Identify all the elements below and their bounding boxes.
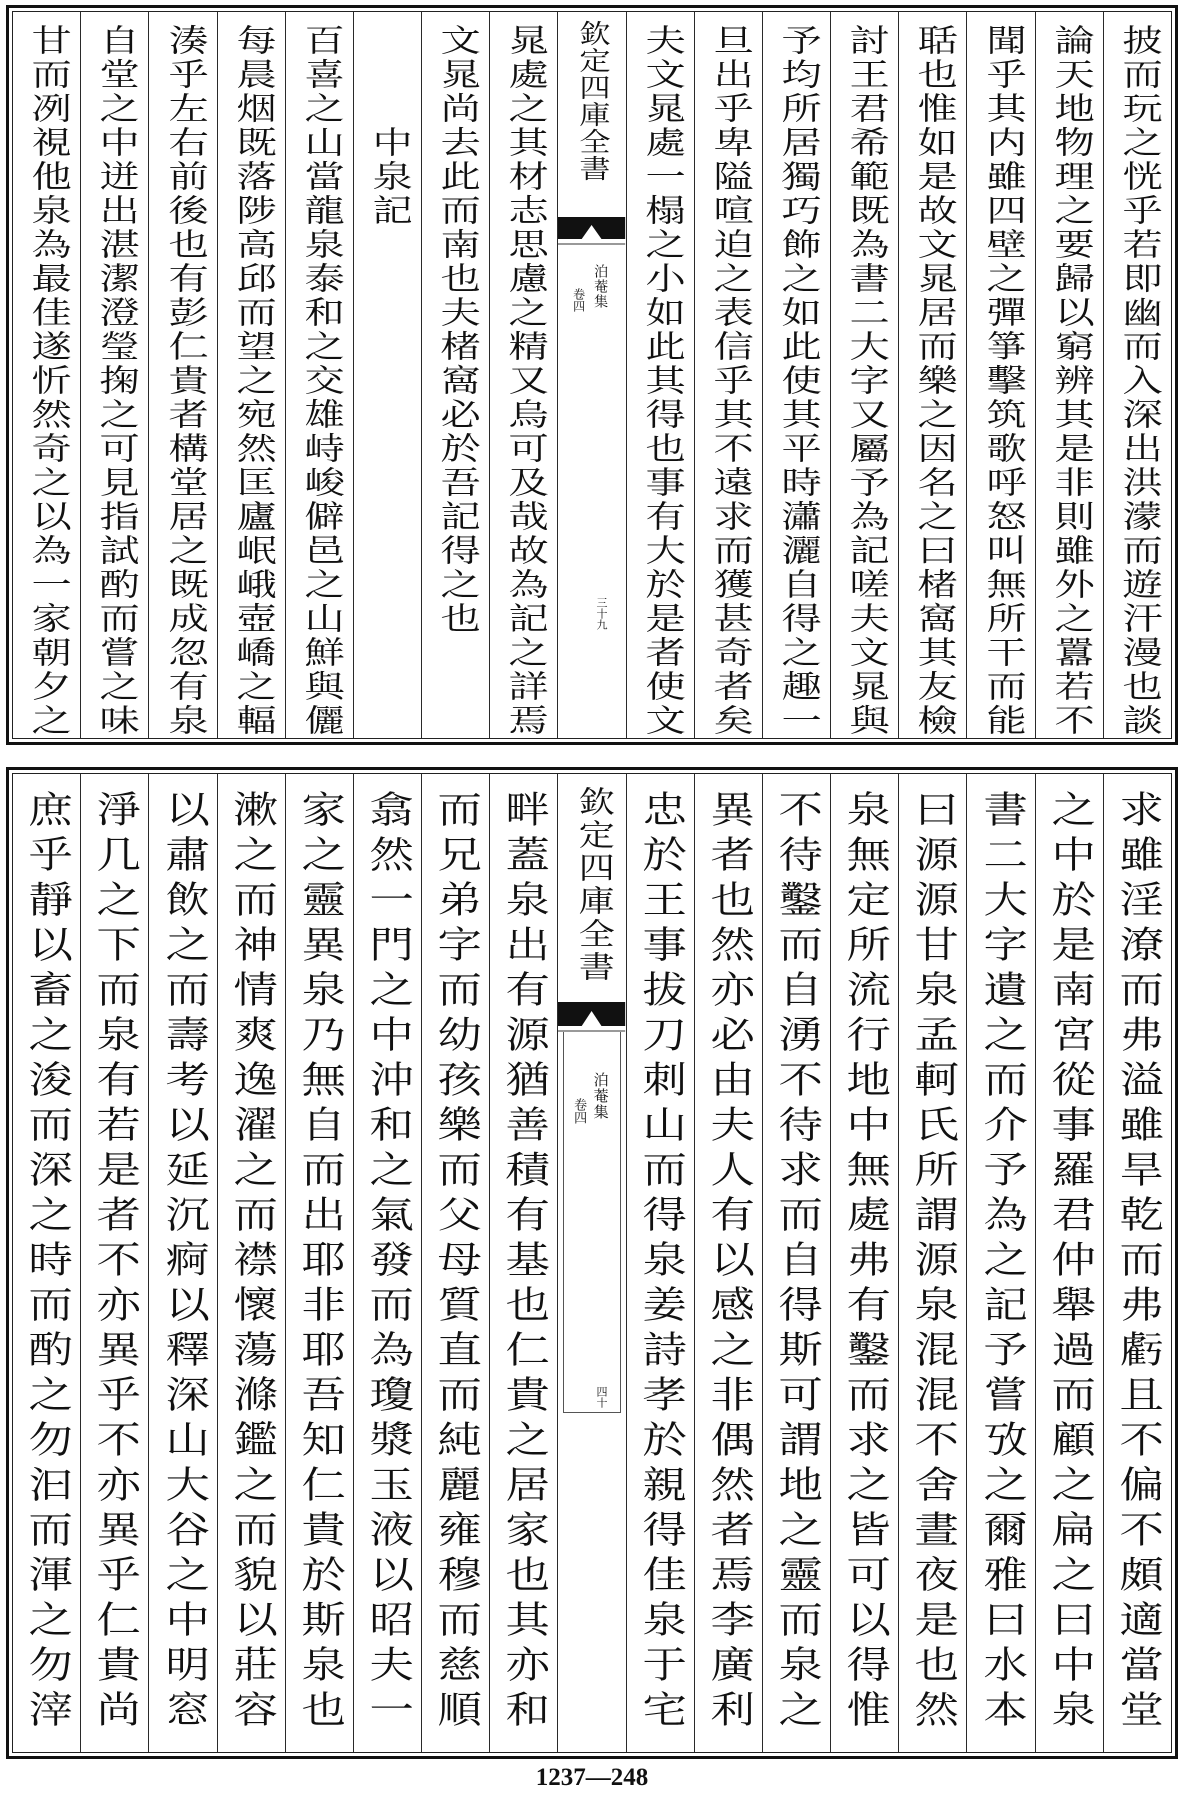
column-text: 以肅飲之而壽考以延沉痾以釋深山大谷之中明窓 — [157, 790, 209, 1735]
column-text: 予均所居獨巧飾之如此使其平時瀟灑自得之趣一 — [773, 24, 821, 738]
folio-page-top — [6, 5, 1178, 745]
column-text: 百喜之山當龍泉泰和之交雄峙峻僻邑之山鮮與儷 — [296, 24, 344, 738]
column-text: 論天地物理之要歸以窮辨其是非則雖外之囂若不 — [1046, 24, 1094, 738]
text-column — [217, 12, 285, 738]
column-text: 聞乎其内雖四壁之彈箏擊筑歌呼怒叫無所干而能 — [978, 24, 1026, 738]
column-text: 文晁尚去此而南也夫楮窩必於吾記得之也 — [432, 24, 480, 636]
text-column — [489, 12, 557, 738]
column-text: 家之靈異泉乃無自而出耶非耶吾知仁貴於斯泉也 — [293, 790, 346, 1735]
text-column — [898, 774, 966, 1752]
column-text: 而兄弟字而幼孩樂而父母質直而純麗雍穆而慈順 — [429, 790, 482, 1735]
text-column — [694, 774, 762, 1752]
column-text: 披而玩之恍乎若即幽而入深出洪濛而遊汗漫也談 — [1114, 24, 1162, 738]
text-column — [830, 774, 898, 1752]
folio-page-bottom — [6, 767, 1178, 1759]
column-text: 庶乎靜以畜之浚而深之時而酌之勿汩而渾之勿滓 — [20, 790, 73, 1735]
text-frame — [12, 11, 1172, 739]
column-text: 忠於王事拔刀刺山而得泉姜詩孝於親得佳泉于宅 — [634, 790, 687, 1735]
text-column — [489, 774, 557, 1752]
text-column — [830, 12, 898, 738]
text-column — [626, 12, 694, 738]
column-text: 曰源源甘泉孟軻氏所謂源泉混混不舍晝夜是也然 — [907, 790, 959, 1735]
page-code: 1237—248 — [535, 1764, 649, 1791]
collection-title: 欽定四庫全書 — [571, 786, 614, 984]
text-column — [285, 12, 353, 738]
text-column — [80, 12, 148, 738]
folio-number: 三十九 — [594, 597, 608, 630]
text-column — [353, 774, 421, 1752]
book-title: 泊菴集 — [591, 1072, 610, 1120]
column-text: 晁處之其材志思慮之精又烏可及哉故為記之詳焉 — [501, 24, 548, 738]
text-column — [421, 12, 489, 738]
column-text: 不待鑿而自湧不待求而自得斯可謂地之靈而泉之 — [770, 790, 823, 1735]
fishtail-mark-icon — [558, 1002, 625, 1032]
center-banner-column — [557, 774, 625, 1752]
text-column — [148, 774, 216, 1752]
column-text: 甘而冽視他泉為最佳遂忻然奇之以為一家朝夕之 — [23, 24, 71, 738]
column-text: 之中於是南宮從事羅君仲舉過而顧之扁之曰中泉 — [1043, 790, 1096, 1735]
column-text: 求雖淫潦而弗溢雖旱乾而弗虧且不偏不頗適當堂 — [1111, 790, 1164, 1735]
text-column — [762, 12, 830, 738]
text-column — [80, 774, 148, 1752]
text-column — [1103, 774, 1171, 1752]
text-column — [966, 774, 1034, 1752]
text-column — [148, 12, 216, 738]
text-column — [762, 774, 830, 1752]
column-text: 討王君希範既為書二大字又屬予為記嗟夫文晁與 — [841, 24, 889, 738]
text-column — [1035, 774, 1103, 1752]
text-column — [694, 12, 762, 738]
column-text: 泉無定所流行地中無處弗有鑿而求之皆可以得惟 — [838, 790, 891, 1735]
column-text: 旦出乎卑隘喧迫之表信乎其不遠求而獲甚奇者矣 — [705, 24, 753, 738]
column-text: 淨几之下而泉有若是者不亦異乎不亦異乎仁貴尚 — [89, 790, 141, 1735]
column-text: 湊乎左右前後也有彭仁貴者構堂居之既成忽有泉 — [160, 24, 208, 738]
folio-number: 四十 — [594, 1386, 608, 1408]
column-text: 自堂之中迸出湛潔澄瑩掬之可見指試酌而嘗之味 — [92, 24, 139, 738]
text-column — [13, 774, 80, 1752]
column-text: 書二大字遺之而介予為之記予嘗攷之爾雅曰水本 — [975, 790, 1027, 1735]
text-column — [285, 774, 353, 1752]
text-frame — [12, 773, 1172, 1753]
text-column — [966, 12, 1034, 738]
column-text: 畔蓋泉出有源猶善積有基也仁貴之居家也其亦和 — [498, 790, 550, 1735]
column-text: 漱之而神情爽逸濯之而襟懷蕩滌鑑之而貌以莊容 — [225, 790, 277, 1735]
column-text: 聒也惟如是故文晁居而樂之因名之曰楮窩其友檢 — [910, 24, 957, 738]
text-column — [898, 12, 966, 738]
text-column — [217, 774, 285, 1752]
column-text: 翕然一門之中沖和之氣發而為瓊漿玉液以昭夫一 — [361, 790, 414, 1735]
column-text: 異者也然亦必由夫人有以感之非偶然者焉李廣利 — [702, 790, 755, 1735]
text-column — [1103, 12, 1171, 738]
volume-label: 卷四 — [571, 288, 586, 312]
heading-column — [353, 12, 421, 738]
book-title: 泊菴集 — [592, 264, 609, 309]
text-column — [421, 774, 489, 1752]
column-text: 夫文晁處一榻之小如此其得也事有大於是者使文 — [637, 24, 685, 738]
text-column — [626, 774, 694, 1752]
text-column — [1035, 12, 1103, 738]
essay-title: 中泉記 — [364, 126, 412, 228]
text-column — [13, 12, 80, 738]
fishtail-mark-icon — [558, 217, 625, 245]
volume-label: 卷四 — [571, 1098, 587, 1124]
column-text: 每晨烟既落陟高邱而望之宛然匡廬岷峨壺嶠之輻 — [228, 24, 276, 738]
collection-title: 欽定四庫全書 — [574, 20, 611, 182]
center-banner-column — [557, 12, 625, 738]
